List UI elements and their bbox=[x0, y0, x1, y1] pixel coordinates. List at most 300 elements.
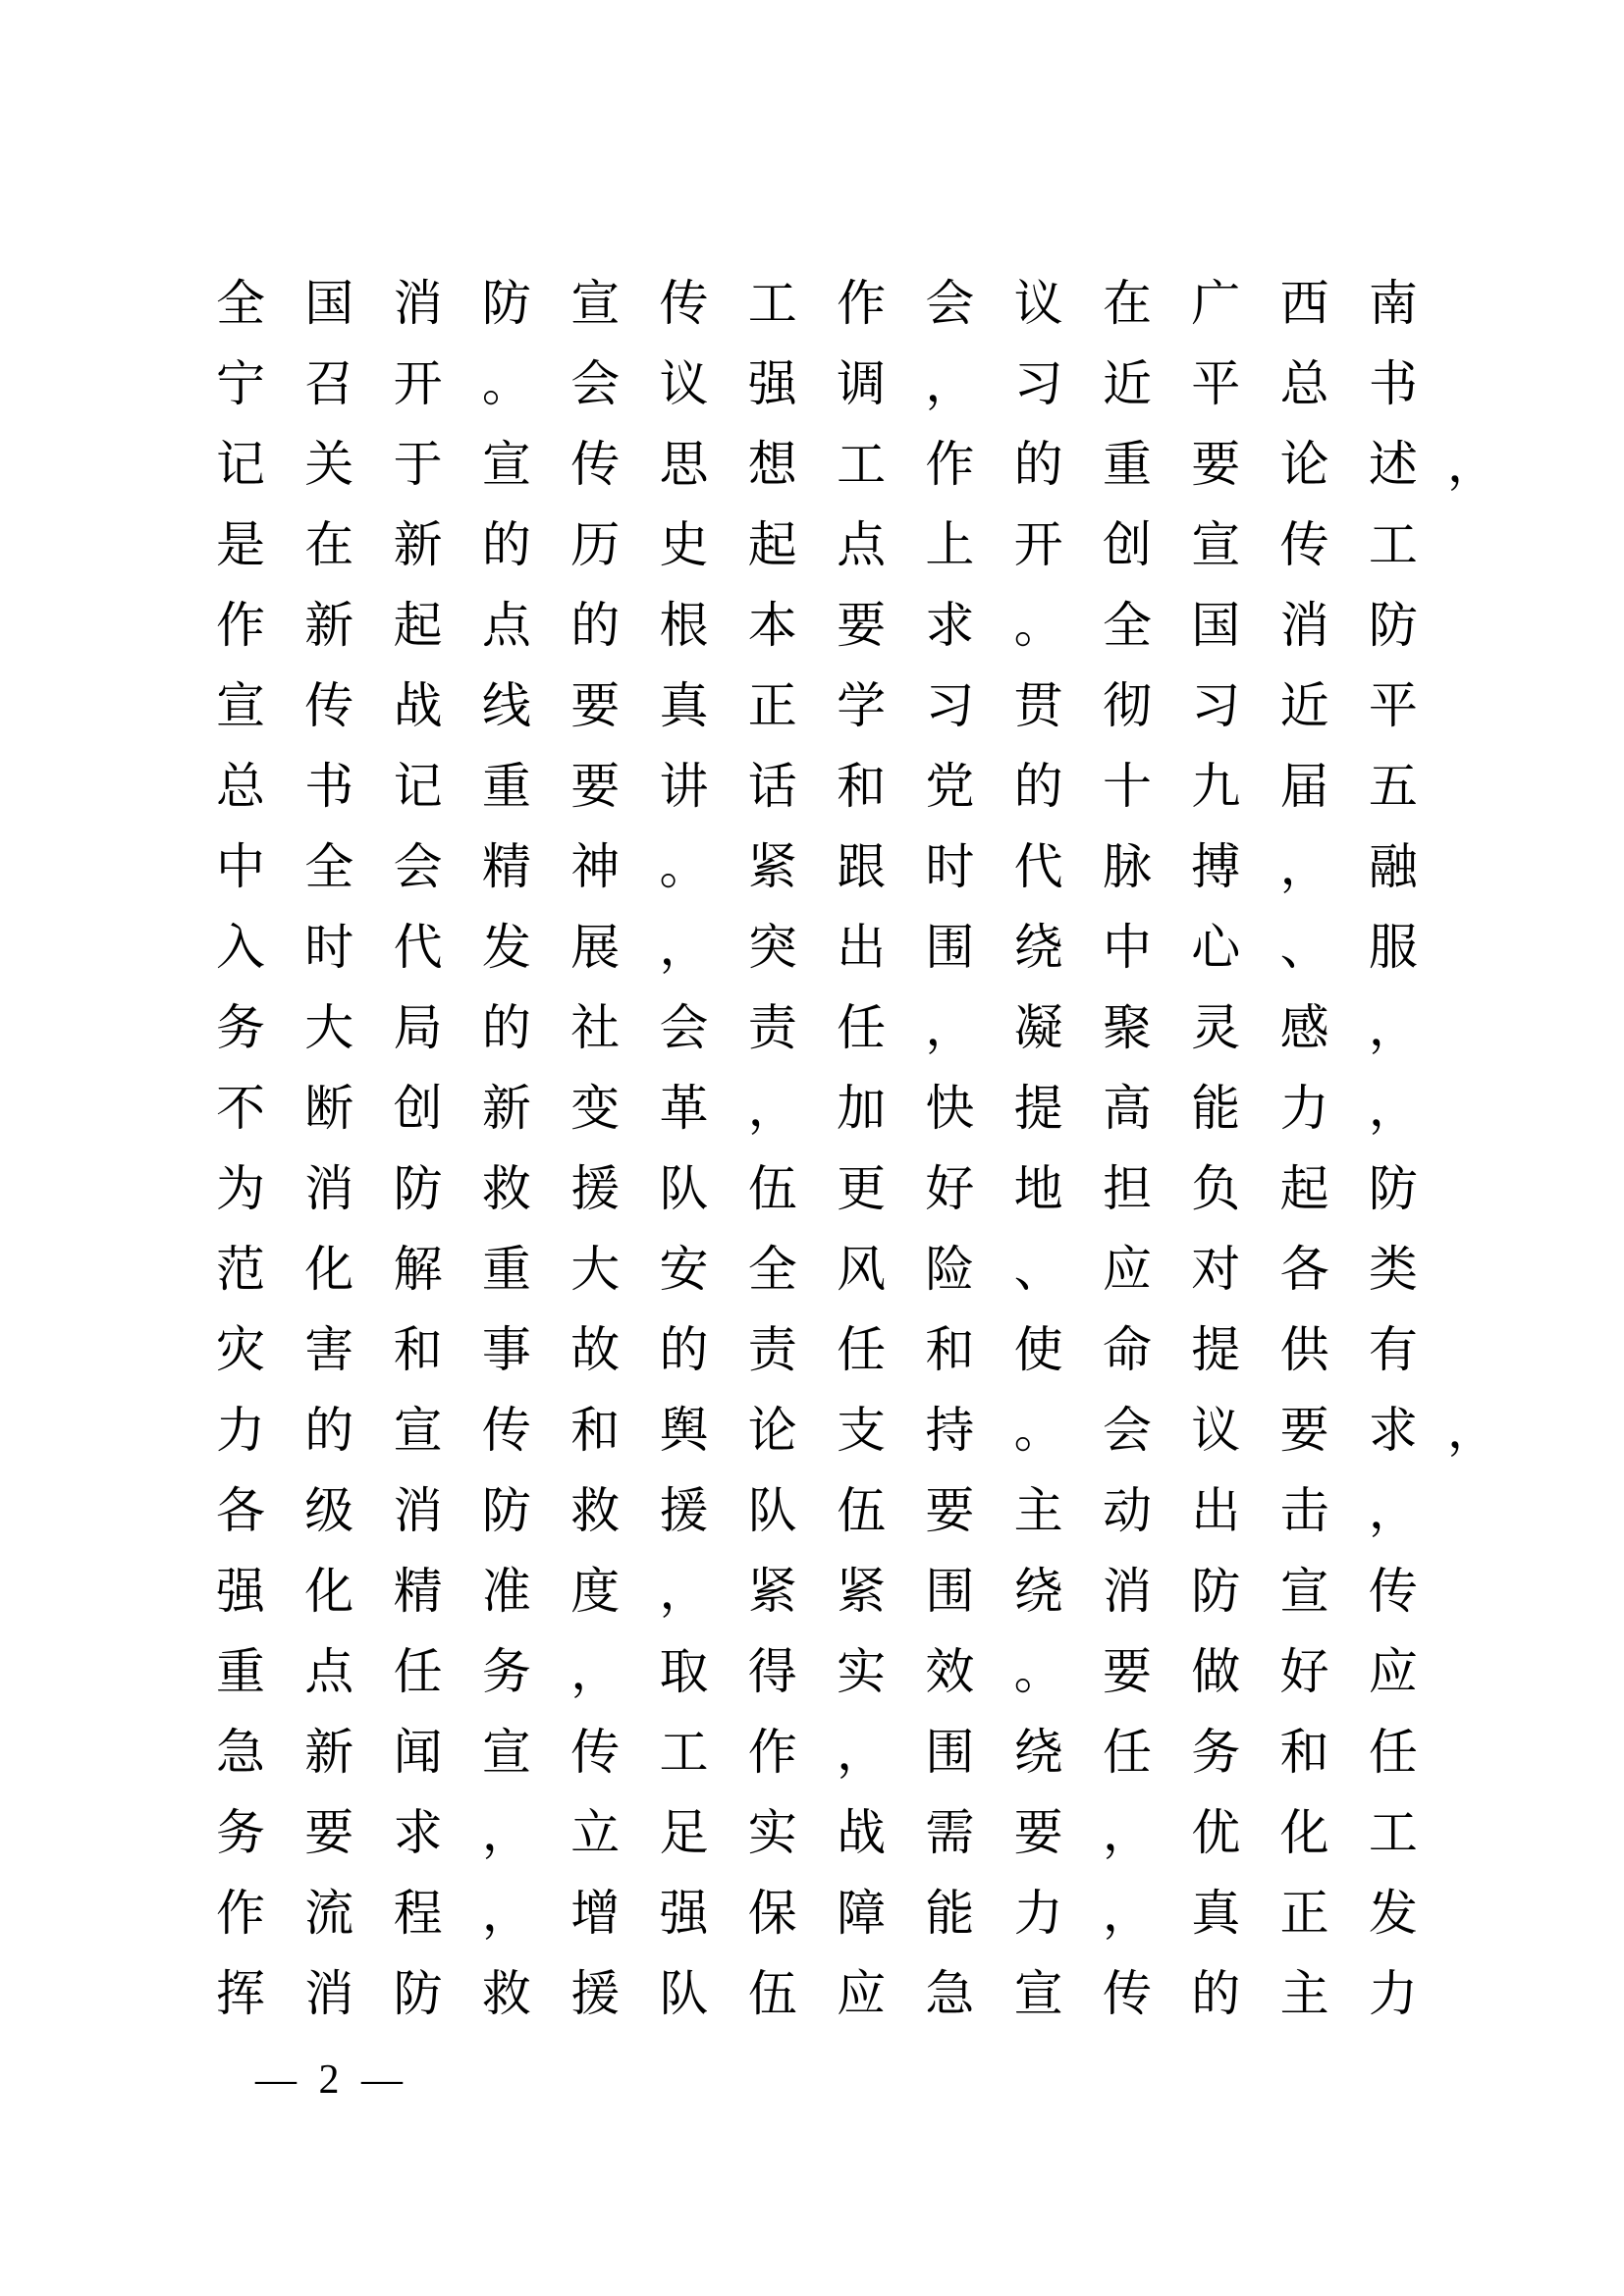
character: 战 bbox=[393, 678, 443, 733]
character: 动 bbox=[1102, 1483, 1152, 1538]
character: 开 bbox=[1013, 517, 1063, 572]
character: 彻 bbox=[1102, 678, 1152, 733]
character: 会 bbox=[1102, 1403, 1152, 1458]
character: 议 bbox=[1013, 276, 1063, 331]
text-line bbox=[216, 907, 1418, 988]
character: 绕 bbox=[1013, 1725, 1063, 1780]
character: 围 bbox=[925, 1725, 975, 1780]
text-line bbox=[216, 827, 1418, 907]
character: 变 bbox=[570, 1081, 621, 1136]
character: 应 bbox=[837, 1966, 887, 2021]
character: 于 bbox=[393, 437, 443, 492]
character: 加 bbox=[837, 1081, 887, 1136]
character: ， bbox=[1102, 1805, 1152, 1860]
character: 宁 bbox=[216, 356, 265, 411]
character: 上 bbox=[925, 517, 975, 572]
character: 想 bbox=[747, 437, 797, 492]
character: 、 bbox=[1013, 1242, 1063, 1297]
character: 急 bbox=[216, 1725, 265, 1780]
character: 伍 bbox=[747, 1966, 797, 2021]
character: 调 bbox=[837, 356, 887, 411]
character: 宣 bbox=[481, 437, 531, 492]
character: 要 bbox=[925, 1483, 975, 1538]
character: 本 bbox=[747, 598, 797, 653]
character: 围 bbox=[925, 1564, 975, 1619]
character: 总 bbox=[216, 759, 265, 814]
character: 队 bbox=[747, 1483, 797, 1538]
character: ， bbox=[1102, 1886, 1152, 1941]
character: 求 bbox=[1368, 1403, 1418, 1458]
character: 突 bbox=[747, 920, 797, 975]
character: 应 bbox=[1368, 1644, 1418, 1699]
character: 中 bbox=[1102, 920, 1152, 975]
character: 支 bbox=[837, 1403, 887, 1458]
character: 广 bbox=[1191, 276, 1241, 331]
character: 精 bbox=[481, 839, 531, 894]
character: 救 bbox=[570, 1483, 621, 1538]
character: 务 bbox=[216, 1000, 265, 1055]
character: 革 bbox=[659, 1081, 709, 1136]
character: 点 bbox=[481, 598, 531, 653]
character: 消 bbox=[1102, 1564, 1152, 1619]
character: 责 bbox=[747, 1322, 797, 1377]
character: 正 bbox=[1279, 1886, 1329, 1941]
character: 障 bbox=[837, 1886, 887, 1941]
character: 点 bbox=[304, 1644, 354, 1699]
character: 求 bbox=[925, 598, 975, 653]
character: 灵 bbox=[1191, 1000, 1241, 1055]
character: ， bbox=[1368, 1000, 1418, 1055]
character: 届 bbox=[1279, 759, 1329, 814]
character: 作 bbox=[747, 1725, 797, 1780]
character: 力 bbox=[216, 1403, 265, 1458]
character: 援 bbox=[570, 1161, 621, 1216]
character: 供 bbox=[1279, 1322, 1329, 1377]
character: 大 bbox=[570, 1242, 621, 1297]
character: 舆 bbox=[659, 1403, 709, 1458]
character: 对 bbox=[1191, 1242, 1241, 1297]
text-line bbox=[216, 1712, 1418, 1792]
character: 险 bbox=[925, 1242, 975, 1297]
character: 准 bbox=[481, 1564, 531, 1619]
text-line bbox=[216, 1551, 1418, 1631]
character: ， bbox=[1279, 839, 1329, 894]
character: 消 bbox=[304, 1966, 354, 2021]
character: 。 bbox=[1013, 1403, 1063, 1458]
character: 任 bbox=[393, 1644, 443, 1699]
character: 全 bbox=[747, 1242, 797, 1297]
character: 队 bbox=[659, 1966, 709, 2021]
character: 会 bbox=[570, 356, 621, 411]
character: 解 bbox=[393, 1242, 443, 1297]
character: 程 bbox=[393, 1886, 443, 1941]
character: 传 bbox=[570, 437, 621, 492]
character: 好 bbox=[925, 1161, 975, 1216]
character: 要 bbox=[1191, 437, 1241, 492]
character: 重 bbox=[1102, 437, 1152, 492]
character: 强 bbox=[216, 1564, 265, 1619]
character: ， bbox=[747, 1081, 797, 1136]
character: 近 bbox=[1279, 678, 1329, 733]
character: 消 bbox=[1279, 598, 1329, 653]
character: 持 bbox=[925, 1403, 975, 1458]
character: 新 bbox=[393, 517, 443, 572]
character: 的 bbox=[659, 1322, 709, 1377]
text-line bbox=[216, 988, 1418, 1068]
character: 重 bbox=[481, 1242, 531, 1297]
character: ， bbox=[481, 1886, 531, 1941]
character: 力 bbox=[1279, 1081, 1329, 1136]
character: 实 bbox=[747, 1805, 797, 1860]
character: 会 bbox=[659, 1000, 709, 1055]
character: 真 bbox=[659, 678, 709, 733]
character: 足 bbox=[659, 1805, 709, 1860]
character: 风 bbox=[837, 1242, 887, 1297]
character: 工 bbox=[747, 276, 797, 331]
character: 传 bbox=[659, 276, 709, 331]
character: ， bbox=[1368, 1081, 1418, 1136]
character: ， bbox=[659, 920, 709, 975]
text-line bbox=[216, 585, 1418, 666]
character: 保 bbox=[747, 1886, 797, 1941]
character: 习 bbox=[1013, 356, 1063, 411]
character: 防 bbox=[1368, 1161, 1418, 1216]
character: 、 bbox=[1279, 920, 1329, 975]
character: 论 bbox=[1279, 437, 1329, 492]
character: 历 bbox=[570, 517, 621, 572]
character: 各 bbox=[216, 1483, 265, 1538]
character: 作 bbox=[837, 276, 887, 331]
character: 心 bbox=[1191, 920, 1241, 975]
character: 神 bbox=[570, 839, 621, 894]
text-line bbox=[216, 344, 1418, 424]
character: 救 bbox=[481, 1966, 531, 2021]
character: 工 bbox=[837, 437, 887, 492]
character: ， bbox=[570, 1644, 621, 1699]
character: 真 bbox=[1191, 1886, 1241, 1941]
character: 宣 bbox=[393, 1403, 443, 1458]
character: 的 bbox=[304, 1403, 354, 1458]
character: 平 bbox=[1368, 678, 1418, 733]
character: ， bbox=[925, 356, 975, 411]
character: 灾 bbox=[216, 1322, 265, 1377]
text-line bbox=[216, 1873, 1418, 1953]
character: 新 bbox=[481, 1081, 531, 1136]
character: 传 bbox=[1279, 517, 1329, 572]
character: 害 bbox=[304, 1322, 354, 1377]
text-line bbox=[216, 1390, 1496, 1470]
character: 主 bbox=[1279, 1966, 1329, 2021]
character: 消 bbox=[393, 1483, 443, 1538]
character: 的 bbox=[570, 598, 621, 653]
character: 战 bbox=[837, 1805, 887, 1860]
character: 史 bbox=[659, 517, 709, 572]
character: 的 bbox=[481, 1000, 531, 1055]
character: 感 bbox=[1279, 1000, 1329, 1055]
character: 要 bbox=[570, 678, 621, 733]
character: 防 bbox=[481, 276, 531, 331]
body-text bbox=[216, 263, 1496, 2034]
character: 故 bbox=[570, 1322, 621, 1377]
character: 紧 bbox=[747, 1564, 797, 1619]
character: 宣 bbox=[1013, 1966, 1063, 2021]
character: 要 bbox=[837, 598, 887, 653]
character: 局 bbox=[393, 1000, 443, 1055]
text-line bbox=[216, 505, 1418, 585]
character: 要 bbox=[1102, 1644, 1152, 1699]
text-line bbox=[216, 1953, 1418, 2034]
character: 队 bbox=[659, 1161, 709, 1216]
character: 紧 bbox=[747, 839, 797, 894]
character: 社 bbox=[570, 1000, 621, 1055]
character: ， bbox=[925, 1000, 975, 1055]
character: 搏 bbox=[1191, 839, 1241, 894]
character: 党 bbox=[925, 759, 975, 814]
character: 是 bbox=[216, 517, 265, 572]
character: 事 bbox=[481, 1322, 531, 1377]
text-line bbox=[216, 263, 1418, 344]
character: 援 bbox=[659, 1483, 709, 1538]
character: 化 bbox=[304, 1564, 354, 1619]
character: 取 bbox=[659, 1644, 709, 1699]
character: 的 bbox=[1013, 759, 1063, 814]
character: 线 bbox=[481, 678, 531, 733]
text-line bbox=[216, 1470, 1418, 1551]
character: 有 bbox=[1368, 1322, 1418, 1377]
character: 贯 bbox=[1013, 678, 1063, 733]
character: 强 bbox=[747, 356, 797, 411]
character: 大 bbox=[304, 1000, 354, 1055]
character: 融 bbox=[1368, 839, 1418, 894]
character: 务 bbox=[1191, 1725, 1241, 1780]
character: 代 bbox=[1013, 839, 1063, 894]
character: 代 bbox=[393, 920, 443, 975]
character: 应 bbox=[1102, 1242, 1152, 1297]
character: 记 bbox=[216, 437, 265, 492]
character: 五 bbox=[1368, 759, 1418, 814]
character: 绕 bbox=[1013, 1564, 1063, 1619]
character: 精 bbox=[393, 1564, 443, 1619]
character: 时 bbox=[304, 920, 354, 975]
character: 话 bbox=[747, 759, 797, 814]
character: 作 bbox=[216, 1886, 265, 1941]
character: 宣 bbox=[1279, 1564, 1329, 1619]
character: 全 bbox=[304, 839, 354, 894]
character: 出 bbox=[837, 920, 887, 975]
character: 和 bbox=[393, 1322, 443, 1377]
character: 能 bbox=[925, 1886, 975, 1941]
character: 需 bbox=[925, 1805, 975, 1860]
text-line bbox=[216, 424, 1496, 505]
character: 安 bbox=[659, 1242, 709, 1297]
character: 脉 bbox=[1102, 839, 1152, 894]
character: 主 bbox=[1013, 1483, 1063, 1538]
character: 消 bbox=[304, 1161, 354, 1216]
text-line bbox=[216, 746, 1418, 827]
character: 作 bbox=[216, 598, 265, 653]
character: 防 bbox=[393, 1161, 443, 1216]
character: 重 bbox=[481, 759, 531, 814]
character: 南 bbox=[1368, 276, 1418, 331]
character: 全 bbox=[216, 276, 265, 331]
character: ， bbox=[659, 1564, 709, 1619]
character: 在 bbox=[304, 517, 354, 572]
character: 提 bbox=[1191, 1322, 1241, 1377]
character: 。 bbox=[481, 356, 531, 411]
character: 命 bbox=[1102, 1322, 1152, 1377]
character: 效 bbox=[925, 1644, 975, 1699]
character: 跟 bbox=[837, 839, 887, 894]
character: 会 bbox=[393, 839, 443, 894]
character: 正 bbox=[747, 678, 797, 733]
character: 发 bbox=[481, 920, 531, 975]
character: 度 bbox=[570, 1564, 621, 1619]
character: 近 bbox=[1102, 356, 1152, 411]
character: 全 bbox=[1102, 598, 1152, 653]
character: 提 bbox=[1013, 1081, 1063, 1136]
character: 会 bbox=[925, 276, 975, 331]
character: 书 bbox=[1368, 356, 1418, 411]
character: 出 bbox=[1191, 1483, 1241, 1538]
character: 好 bbox=[1279, 1644, 1329, 1699]
character: 任 bbox=[837, 1322, 887, 1377]
character: 级 bbox=[304, 1483, 354, 1538]
character: 创 bbox=[1102, 517, 1152, 572]
character: 要 bbox=[1013, 1805, 1063, 1860]
character: 作 bbox=[925, 437, 975, 492]
character: 平 bbox=[1191, 356, 1241, 411]
character: 防 bbox=[1191, 1564, 1241, 1619]
character: 优 bbox=[1191, 1805, 1241, 1860]
character: ， bbox=[1368, 1483, 1418, 1538]
character: 高 bbox=[1102, 1081, 1152, 1136]
character: 传 bbox=[1368, 1564, 1418, 1619]
character: 为 bbox=[216, 1161, 265, 1216]
text-line bbox=[216, 1148, 1418, 1229]
character: 新 bbox=[304, 598, 354, 653]
character: 紧 bbox=[837, 1564, 887, 1619]
text-line bbox=[216, 1309, 1418, 1390]
text-line bbox=[216, 1792, 1418, 1873]
character: 和 bbox=[1279, 1725, 1329, 1780]
hanging-punctuation: ， bbox=[1447, 437, 1496, 492]
character: 新 bbox=[304, 1725, 354, 1780]
character: 述 bbox=[1368, 437, 1418, 492]
character: 传 bbox=[304, 678, 354, 733]
character: 务 bbox=[216, 1805, 265, 1860]
character: 传 bbox=[1102, 1966, 1152, 2021]
text-line bbox=[216, 666, 1418, 746]
character: 绕 bbox=[1013, 920, 1063, 975]
character: 和 bbox=[925, 1322, 975, 1377]
character: 任 bbox=[1368, 1725, 1418, 1780]
character: 传 bbox=[570, 1725, 621, 1780]
character: 快 bbox=[925, 1081, 975, 1136]
character: 防 bbox=[481, 1483, 531, 1538]
character: 流 bbox=[304, 1886, 354, 1941]
character: 。 bbox=[659, 839, 709, 894]
character: 。 bbox=[1013, 1644, 1063, 1699]
character: 和 bbox=[570, 1403, 621, 1458]
character: 学 bbox=[837, 678, 887, 733]
character: 工 bbox=[1368, 1805, 1418, 1860]
character: 能 bbox=[1191, 1081, 1241, 1136]
character: 根 bbox=[659, 598, 709, 653]
character: 做 bbox=[1191, 1644, 1241, 1699]
character: 断 bbox=[304, 1081, 354, 1136]
character: 讲 bbox=[659, 759, 709, 814]
character: 类 bbox=[1368, 1242, 1418, 1297]
character: 担 bbox=[1102, 1161, 1152, 1216]
character: 起 bbox=[1279, 1161, 1329, 1216]
character: 十 bbox=[1102, 759, 1152, 814]
character: 宣 bbox=[481, 1725, 531, 1780]
character: 急 bbox=[925, 1966, 975, 2021]
character: 地 bbox=[1013, 1161, 1063, 1216]
character: 伍 bbox=[747, 1161, 797, 1216]
text-line bbox=[216, 1229, 1418, 1309]
character: 更 bbox=[837, 1161, 887, 1216]
character: 消 bbox=[393, 276, 443, 331]
character: 要 bbox=[304, 1805, 354, 1860]
character: 宣 bbox=[570, 276, 621, 331]
character: 宣 bbox=[216, 678, 265, 733]
character: 工 bbox=[1368, 517, 1418, 572]
character: 实 bbox=[837, 1644, 887, 1699]
character: 中 bbox=[216, 839, 265, 894]
character: 起 bbox=[747, 517, 797, 572]
character: 化 bbox=[1279, 1805, 1329, 1860]
character: 时 bbox=[925, 839, 975, 894]
text-line bbox=[216, 1631, 1418, 1712]
character: 援 bbox=[570, 1966, 621, 2021]
character: 工 bbox=[659, 1725, 709, 1780]
character: 强 bbox=[659, 1886, 709, 1941]
character: 力 bbox=[1013, 1886, 1063, 1941]
character: 国 bbox=[1191, 598, 1241, 653]
character: 凝 bbox=[1013, 1000, 1063, 1055]
character: ， bbox=[481, 1805, 531, 1860]
character: 在 bbox=[1102, 276, 1152, 331]
character: 习 bbox=[925, 678, 975, 733]
character: 的 bbox=[1191, 1966, 1241, 2021]
character: 的 bbox=[481, 517, 531, 572]
character: 任 bbox=[837, 1000, 887, 1055]
character: 防 bbox=[393, 1966, 443, 2021]
character: 国 bbox=[304, 276, 354, 331]
character: 不 bbox=[216, 1081, 265, 1136]
page-number: — 2 — bbox=[255, 2057, 408, 2103]
character: 书 bbox=[304, 759, 354, 814]
character: 化 bbox=[304, 1242, 354, 1297]
character: 传 bbox=[481, 1403, 531, 1458]
character: 力 bbox=[1368, 1966, 1418, 2021]
character: 入 bbox=[216, 920, 265, 975]
character: 发 bbox=[1368, 1886, 1418, 1941]
character: 得 bbox=[747, 1644, 797, 1699]
character: 防 bbox=[1368, 598, 1418, 653]
character: 闻 bbox=[393, 1725, 443, 1780]
character: 议 bbox=[659, 356, 709, 411]
character: 议 bbox=[1191, 1403, 1241, 1458]
character: 的 bbox=[1013, 437, 1063, 492]
character: 记 bbox=[393, 759, 443, 814]
character: 范 bbox=[216, 1242, 265, 1297]
character: 西 bbox=[1279, 276, 1329, 331]
character: 救 bbox=[481, 1161, 531, 1216]
character: 思 bbox=[659, 437, 709, 492]
hanging-punctuation: ， bbox=[1447, 1403, 1496, 1458]
